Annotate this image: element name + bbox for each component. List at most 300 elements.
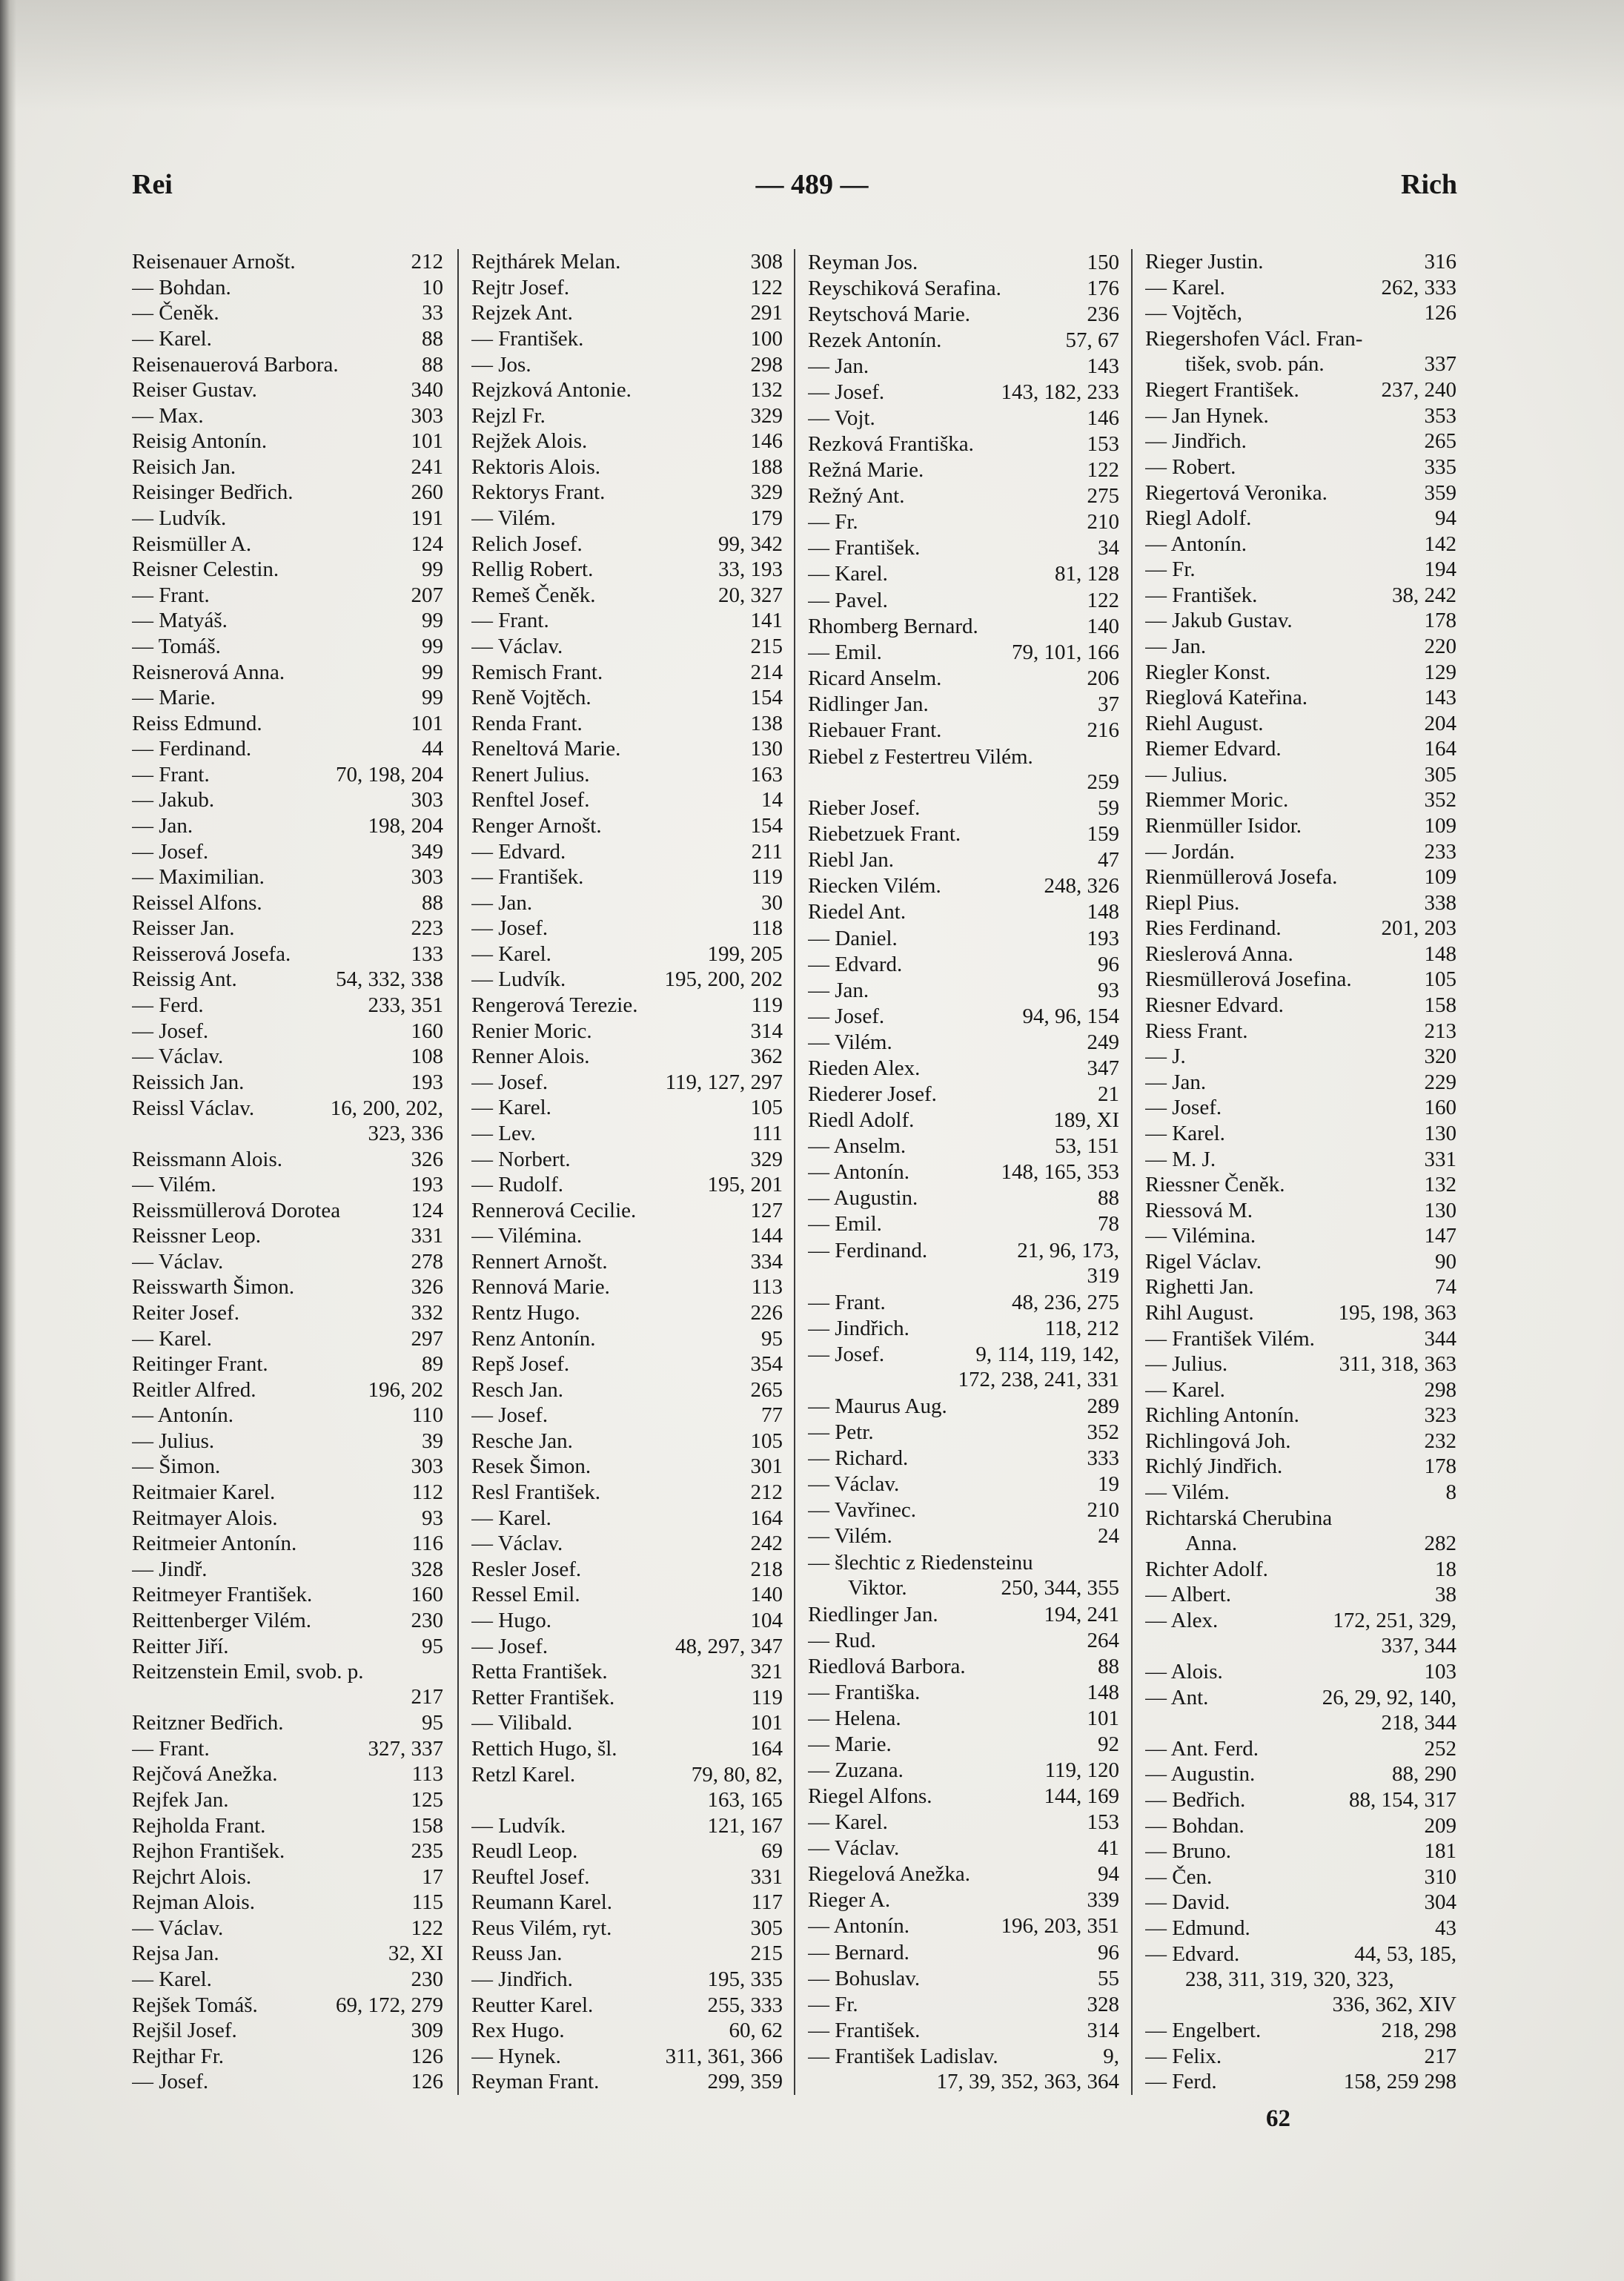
index-entry [132, 428, 443, 454]
entry-line [132, 1147, 443, 1172]
index-entry [471, 428, 783, 454]
index-entry [132, 454, 443, 480]
index-entry [132, 659, 443, 685]
entry-pages: 77 [761, 1403, 783, 1428]
entry-line [471, 864, 783, 890]
entry-line [471, 1582, 783, 1607]
index-entry [808, 1835, 1119, 1861]
index-entry [808, 1108, 1119, 1133]
index-entry [1145, 1736, 1456, 1762]
entry-pages: 33, 193 [718, 557, 783, 582]
entry-line [1145, 1941, 1456, 1967]
entry-pages: 226 [750, 1300, 783, 1325]
entry-name: Retzl Karel. [471, 1762, 576, 1787]
entry-name: Riebauer Frant. [808, 718, 942, 742]
entry-line [808, 1238, 1119, 1263]
entry-name: Rellig Robert. [471, 557, 594, 582]
entry-pages: 321 [750, 1660, 783, 1684]
entry-pages: 117 [751, 1890, 783, 1915]
entry-line [808, 354, 1119, 379]
entry-line [132, 967, 443, 992]
entry-pages: 126 [411, 2044, 443, 2068]
index-entry [132, 916, 443, 941]
entry-line [132, 1813, 443, 1838]
entry-name: — Františka. [808, 1680, 921, 1704]
entry-pages: 81, 128 [1055, 562, 1119, 586]
entry-pages: 305 [750, 1916, 783, 1940]
index-entry [808, 457, 1119, 483]
entry-line [471, 941, 783, 967]
entry-line [132, 2044, 443, 2069]
entry-name: — František. [808, 2018, 921, 2042]
index-entry [471, 1018, 783, 1044]
entry-pages: 172, 251, 329, [1333, 1609, 1456, 1633]
index-entry [1145, 1121, 1456, 1147]
column-divider [457, 249, 459, 2095]
index-entry [132, 1812, 443, 1838]
index-entry [471, 736, 783, 762]
entry-name: — Jan. [808, 978, 869, 1002]
entry-line [808, 1290, 1119, 1315]
entry-pages: 262, 333 [1381, 275, 1456, 299]
entry-name: — Josef. [808, 380, 885, 404]
entry-line [808, 1940, 1119, 1965]
entry-line [1145, 762, 1456, 787]
index-entry [471, 1505, 783, 1531]
entry-name: Riessner Čeněk. [1145, 1173, 1285, 1197]
entry-line [808, 1680, 1119, 1705]
index-entry [808, 483, 1119, 509]
entry-name: Reismüller A. [132, 532, 252, 556]
entry-name: Richlý Jindřich. [1145, 1454, 1283, 1479]
entry-line [471, 813, 783, 838]
index-entry [471, 1736, 783, 1762]
index-entry [1145, 916, 1456, 941]
header-left-guide-word: Rei [132, 169, 173, 200]
entry-pages: 48, 297, 347 [675, 1634, 783, 1658]
entry-pages: 69, 172, 279 [336, 1993, 443, 2017]
entry-name: — Vilém. [808, 1030, 892, 1054]
entry-pages: 69 [761, 1839, 783, 1864]
index-entry [132, 1531, 443, 1557]
index-entry [132, 1557, 443, 1583]
entry-name: — Marie. [808, 1732, 892, 1756]
index-entry [471, 1531, 783, 1557]
entry-pages: 195, 335 [707, 1967, 783, 1992]
entry-name: — Karel. [1145, 1377, 1225, 1402]
entry-pages: 112 [411, 1480, 443, 1505]
entry-line [132, 1634, 443, 1659]
index-entry [1145, 531, 1456, 557]
index-entry [132, 351, 443, 377]
index-entry [1145, 1223, 1456, 1249]
entry-pages-continued: 336, 362, XIV [1332, 1993, 1456, 2017]
entry-name: — Edmund. [1145, 1916, 1250, 1940]
index-entry [132, 1223, 443, 1249]
entry-name: Renger Arnošt. [471, 814, 602, 838]
entry-name: Režný Ant. [808, 484, 905, 509]
entry-pages: 193 [1087, 926, 1119, 950]
entry-name: — Jan. [132, 814, 193, 838]
index-entry [808, 1133, 1119, 1159]
index-entry [808, 1861, 1119, 1887]
entry-name: Riegler Konst. [1145, 660, 1271, 684]
index-entry [132, 1890, 443, 1916]
entry-name: Reitzenstein Emil, svob. p. [132, 1660, 364, 1684]
entry-line [1145, 711, 1456, 736]
entry-name: Rejman Alois. [132, 1890, 255, 1915]
entry-line [1145, 967, 1456, 992]
entry-line [132, 506, 443, 531]
index-entry [1145, 890, 1456, 916]
index-entry [471, 813, 783, 839]
entry-line [132, 813, 443, 838]
entry-pages: 260 [411, 480, 443, 505]
entry-name: — Jan. [1145, 634, 1207, 658]
index-entry [471, 1428, 783, 1454]
entry-pages: 96 [1098, 952, 1119, 976]
entry-name: Reisswarth Šimon. [132, 1275, 295, 1300]
entry-line [1145, 1608, 1456, 1633]
entry-name: Reiter Josef. [132, 1301, 239, 1325]
index-entry [808, 1159, 1119, 1185]
entry-line [1145, 813, 1456, 838]
entry-name: — František. [471, 327, 584, 351]
entry-name: — Josef. [808, 1343, 885, 1367]
entry-name: Rejhon František. [132, 1839, 285, 1864]
index-entry [471, 506, 783, 532]
index-entry [1145, 685, 1456, 711]
index-entry [1145, 2044, 1456, 2070]
entry-line [132, 685, 443, 710]
entry-line [1145, 1070, 1456, 1095]
entry-name: Remeš Čeněk. [471, 583, 596, 607]
index-entry [1145, 608, 1456, 634]
entry-pages: 88, 290 [1392, 1762, 1456, 1787]
entry-name: — Jan. [808, 354, 869, 378]
entry-name: — Šimon. [132, 1454, 221, 1479]
entry-line [132, 1890, 443, 1915]
index-entry [1145, 710, 1456, 736]
entry-name: Reittenberger Vilém. [132, 1608, 312, 1632]
entry-name: — Maurus Aug. [808, 1394, 947, 1418]
index-entry [471, 1325, 783, 1351]
entry-pages: 195, 201 [707, 1173, 783, 1197]
entry-line [1145, 1736, 1456, 1761]
entry-line [471, 1095, 783, 1120]
entry-pages: 99, 342 [718, 532, 783, 556]
entry-pages: 20, 327 [718, 583, 783, 607]
index-entry [471, 249, 783, 275]
index-entry [1145, 1480, 1456, 1506]
entry-line [808, 926, 1119, 951]
entry-line [471, 660, 783, 685]
entry-pages: 21, 96, 173, [1017, 1239, 1119, 1263]
index-entry [132, 1582, 443, 1608]
entry-pages: 122 [411, 1916, 443, 1940]
entry-name: Reisenauerová Barbora. [132, 352, 339, 377]
entry-pages: 158, 259 298 [1343, 2070, 1456, 2094]
entry-continuation [1145, 1992, 1456, 2017]
index-entry [471, 351, 783, 377]
index-entry [132, 762, 443, 788]
entry-line [132, 660, 443, 685]
index-entry [1145, 275, 1456, 301]
entry-name: — Fr. [808, 1992, 858, 2016]
index-entry [808, 1393, 1119, 1419]
entry-line [471, 1762, 783, 1787]
entry-line [1145, 1274, 1456, 1300]
entry-name: Riegel Alfons. [808, 1784, 932, 1809]
index-entry [132, 1095, 443, 1146]
entry-pages: 265 [1424, 429, 1456, 454]
index-entry [808, 1081, 1119, 1107]
entry-pages: 148 [1424, 941, 1456, 966]
index-entry [808, 821, 1119, 847]
entry-name: — František. [1145, 583, 1258, 607]
entry-name: Ricard Anselm. [808, 666, 942, 690]
entry-pages: 143 [1424, 686, 1456, 710]
entry-line [132, 275, 443, 300]
index-entry [471, 967, 783, 993]
entry-line [132, 890, 443, 916]
index-entry [471, 1556, 783, 1582]
index-entry [808, 561, 1119, 587]
entry-name: — Fr. [808, 510, 858, 534]
entry-continuation [808, 769, 1119, 795]
index-entry [471, 2069, 783, 2095]
entry-name: — Felix. [1145, 2044, 1222, 2068]
entry-pages: 132 [1424, 1173, 1456, 1197]
entry-line [1145, 1223, 1456, 1248]
entry-pages: 96 [1098, 1940, 1119, 1964]
index-entry [471, 1070, 783, 1096]
index-entry [1145, 736, 1456, 762]
entry-line [132, 1916, 443, 1941]
entry-pages: 314 [1087, 2018, 1119, 2042]
entry-pages: 265 [750, 1377, 783, 1402]
entry-pages: 159 [1087, 822, 1119, 847]
entry-pages: 337 [1424, 352, 1456, 377]
entry-name: — Josef. [808, 1004, 885, 1028]
entry-pages: 88 [422, 327, 443, 351]
entry-name: Reisich Jan. [132, 454, 236, 479]
index-entry [132, 1838, 443, 1864]
index-entry [132, 1070, 443, 1096]
entry-pages: 95 [422, 1634, 443, 1658]
entry-pages: 332 [411, 1301, 443, 1325]
entry-name: Richtarská Cherubina [1145, 1506, 1333, 1530]
index-entry [132, 1146, 443, 1172]
entry-name: Retta František. [471, 1660, 608, 1684]
entry-pages: 122 [1087, 458, 1119, 483]
entry-line [471, 1480, 783, 1505]
entry-pages-continued: 337, 344 [1381, 1634, 1456, 1658]
entry-name: Rieger A. [808, 1888, 891, 1913]
entry-name: — Josef. [471, 1403, 548, 1428]
index-entry [808, 509, 1119, 535]
entry-line [1145, 890, 1456, 916]
entry-name: — Julius. [132, 1428, 215, 1453]
entry-name: Richling Antonín. [1145, 1403, 1299, 1428]
entry-pages: 241 [411, 454, 443, 479]
entry-name: Rejthárek Melan. [471, 250, 621, 274]
entry-pages: 233 [1424, 839, 1456, 864]
entry-pages: 195, 200, 202 [664, 967, 783, 992]
entry-pages: 104 [750, 1608, 783, 1632]
entry-name: — šlechtic z Riedensteinu [808, 1550, 1033, 1575]
index-entry [1145, 1274, 1456, 1300]
index-entry [132, 531, 443, 557]
entry-name: — Václav. [132, 1916, 224, 1940]
entry-name: Rettich Hugo, šl. [471, 1736, 617, 1761]
entry-continuation [471, 1787, 783, 1812]
entry-line [808, 899, 1119, 924]
entry-line [808, 588, 1119, 613]
entry-line [808, 509, 1119, 534]
entry-line [132, 583, 443, 608]
entry-line [132, 1070, 443, 1095]
entry-pages: 74 [1435, 1275, 1456, 1300]
entry-line [132, 1480, 443, 1505]
entry-continuation [1145, 1710, 1456, 1735]
entry-line [471, 1813, 783, 1838]
entry-pages: 328 [1087, 1992, 1119, 2016]
index-entry [132, 1941, 443, 1967]
index-entry [471, 1197, 783, 1223]
entry-pages: 291 [750, 301, 783, 325]
entry-pages: 303 [411, 403, 443, 428]
index-entry [471, 608, 783, 634]
entry-pages: 47 [1098, 848, 1119, 873]
entry-pages: 329 [750, 403, 783, 428]
entry-line [1145, 1480, 1456, 1505]
entry-pages: 70, 198, 204 [336, 762, 443, 787]
entry-line [1145, 300, 1456, 325]
entry-line [132, 1993, 443, 2018]
entry-name: — Ant. Ferd. [1145, 1736, 1259, 1761]
index-entry [471, 941, 783, 967]
entry-name: — Robert. [1145, 454, 1236, 479]
index-entry [132, 1428, 443, 1454]
entry-pages: 148 [1087, 1680, 1119, 1704]
index-entry [132, 1351, 443, 1377]
entry-pages-continued: 319 [1087, 1264, 1119, 1288]
entry-name: Reissl Václav. [132, 1096, 255, 1120]
entry-line [1145, 275, 1456, 300]
entry-name: — Josef. [471, 1070, 548, 1094]
entry-pages: 105 [750, 1096, 783, 1120]
entry-pages: 118 [751, 916, 783, 941]
entry-line [471, 249, 783, 274]
entry-line [132, 941, 443, 967]
entry-name: — Jindřich. [808, 1316, 909, 1340]
entry-pages: 127 [750, 1198, 783, 1222]
entry-pages: 352 [1087, 1420, 1119, 1444]
entry-pages: 218, 298 [1381, 2019, 1456, 2043]
index-entry [132, 1736, 443, 1762]
index-entry [471, 685, 783, 711]
entry-line [808, 1446, 1119, 1471]
index-entry [471, 557, 783, 583]
index-entry [1145, 838, 1456, 864]
entry-line [808, 1497, 1119, 1523]
entry-continuation [808, 1367, 1119, 1392]
entry-name: — Vilibald. [471, 1711, 573, 1735]
index-entry [808, 1315, 1119, 1341]
entry-line [1145, 1428, 1456, 1454]
index-entry [132, 1197, 443, 1223]
index-column-1 [132, 249, 443, 2095]
entry-pages: 314 [750, 1019, 783, 1043]
entry-name: — Václav. [471, 634, 563, 658]
entry-pages: 43 [1435, 1916, 1456, 1940]
entry-name: Resek Šimon. [471, 1454, 591, 1479]
entry-pages: 118, 212 [1044, 1316, 1119, 1340]
entry-line [1145, 634, 1456, 659]
entry-line [132, 916, 443, 941]
entry-name: — Rudolf. [471, 1173, 564, 1197]
index-entry [132, 1044, 443, 1070]
index-entry [808, 1446, 1119, 1471]
page-number: — 489 — [755, 169, 869, 200]
entry-line [1145, 1147, 1456, 1172]
entry-pages: 338 [1424, 890, 1456, 915]
entry-name: Reumann Karel. [471, 1890, 613, 1915]
entry-pages-continued: 17, 39, 352, 363, 364 [936, 2070, 1119, 2094]
index-entry [1145, 1325, 1456, 1351]
entry-line [132, 1787, 443, 1812]
entry-pages: 9, [1103, 2045, 1119, 2069]
entry-name: — Antonín. [808, 1914, 909, 1939]
entry-name: — Jakub Gustav. [1145, 609, 1293, 633]
scan-shadow-top [0, 0, 1624, 111]
entry-name: Rennert Arnošt. [471, 1249, 608, 1274]
entry-pages: 90 [1435, 1249, 1456, 1274]
entry-line [471, 1377, 783, 1403]
entry-name: — Edvard. [808, 952, 903, 976]
index-entry [808, 587, 1119, 613]
index-entry [808, 1784, 1119, 1810]
entry-line [132, 1044, 443, 1069]
entry-pages: 122 [750, 275, 783, 299]
index-entry [808, 1939, 1119, 1965]
entry-name: Rejfek Jan. [132, 1788, 229, 1812]
entry-continuation [808, 1575, 1119, 1600]
index-entry [1145, 326, 1456, 377]
entry-name: — J. [1145, 1045, 1186, 1069]
entry-line [1145, 506, 1456, 531]
entry-pages: 160 [1424, 1096, 1456, 1120]
entry-name-continued: Viktor. [848, 1575, 907, 1600]
entry-name: Reissel Alfons. [132, 890, 262, 915]
entry-pages: 53, 151 [1055, 1134, 1119, 1159]
entry-line [471, 1736, 783, 1761]
entry-name: — Edvard. [1145, 1942, 1240, 1967]
entry-name: Reitzner Bedřich. [132, 1711, 284, 1735]
entry-line [808, 1602, 1119, 1627]
entry-pages: 278 [411, 1249, 443, 1274]
index-entry [132, 2018, 443, 2044]
entry-line [808, 1758, 1119, 1783]
index-entry [1145, 1044, 1456, 1070]
entry-pages: 99 [422, 660, 443, 684]
entry-line [132, 1941, 443, 1966]
entry-pages: 310 [1424, 1864, 1456, 1889]
index-entry [471, 1838, 783, 1864]
entry-name: Rejzková Antonie. [471, 378, 632, 403]
entry-pages: 163 [750, 762, 783, 787]
